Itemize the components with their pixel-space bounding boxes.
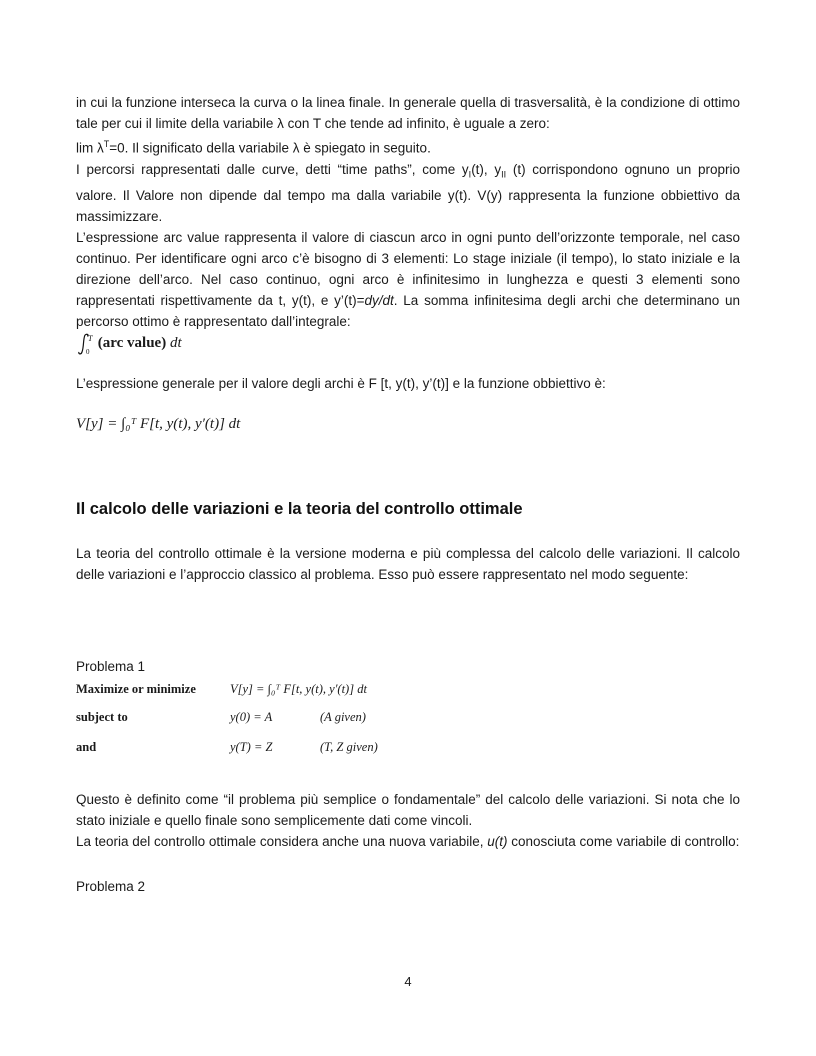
problem-row-formula: y(T) = Z bbox=[230, 740, 273, 755]
arc-value-label: (arc value) bbox=[97, 335, 167, 352]
cv-a: La teoria del controllo ottimale considera anche una nuova variabile, bbox=[76, 833, 488, 849]
problem-1-table bbox=[76, 677, 740, 763]
page-body bbox=[76, 92, 740, 897]
svg-text:T: T bbox=[88, 333, 93, 343]
problem-row-note: (T, Z given) bbox=[320, 740, 378, 755]
paragraph-fundamental-problem: Questo è definito come “il problema più semplice o fondamentale” del calcolo delle variazioni. Si nota che lo stato iniziale e quello finale sono semplicemente dati come vincoli. bbox=[76, 791, 740, 828]
lim-rest: =0. Il significato della variabile λ è spiegato in seguito. bbox=[109, 140, 431, 156]
problem-row-label: and bbox=[76, 740, 97, 755]
cv-b: conosciuta come variabile di controllo: bbox=[507, 833, 740, 849]
paragraph-arc-value bbox=[76, 227, 740, 332]
lim-text: lim λ bbox=[76, 140, 104, 156]
arc-value-dt: dt bbox=[169, 335, 182, 352]
problem-row-formula: y(0) = A bbox=[230, 710, 273, 725]
svg-text:0: 0 bbox=[86, 347, 90, 355]
arc-it: dy/dt bbox=[364, 293, 394, 309]
problem-2-label: Problema 2 bbox=[76, 878, 146, 894]
paragraph-lim bbox=[76, 134, 740, 159]
cv-it: u(t) bbox=[487, 833, 508, 849]
tp-a: I percorsi rappresentati dalle curve, detti “time paths”, come y bbox=[76, 161, 469, 177]
paragraph-general-expression: L’espressione generale per il valore degli archi è F [t, y(t), y’(t)] e la funzione obbiettivo è: bbox=[76, 375, 606, 391]
problem-row-label: subject to bbox=[76, 710, 128, 725]
arc-b: . La somma infinitesima degli archi che determinano un percorso ottimo è rappresentato dall’integrale: bbox=[76, 293, 740, 330]
problem-row bbox=[76, 733, 740, 763]
paragraph-control-theory: La teoria del controllo ottimale è la versione moderna e più complessa del calcolo delle variazioni. Il calcolo delle variazioni e l’approccio classico al problema. Esso può essere rappresentato nel modo seguente: bbox=[76, 545, 740, 582]
objective-formula: V[y] = ∫₀ᵀ F[t, y(t), y′(t)] dt bbox=[76, 415, 241, 432]
arc-a: L’espressione arc value rappresenta il valore di ciascun arco in ogni punto dell’orizzonte temporale, nel caso continuo. Per identificare ogni arco c’è bisogno di 3 elementi: Lo stage iniziale (il tempo), lo stato iniziale e la direzione dell’arco. Nel caso continuo, ogni arco è infinitesimo in lunghezza e questi 3 elementi sono rappresentati rispettivamente da t, y(t), e y’(t)= bbox=[76, 230, 740, 309]
paragraph-time-paths bbox=[76, 159, 740, 228]
paragraph-transversality: in cui la funzione interseca la curva o la linea finale. In generale quella di trasversalità, è la condizione di ottimo tale per cui il limite della variabile λ con T che tende ad infinito, è uguale a zero: bbox=[76, 95, 740, 131]
problem-row bbox=[76, 703, 740, 733]
problem-1-label: Problema 1 bbox=[76, 658, 146, 674]
paragraph-control-variable bbox=[76, 831, 740, 852]
tp-sub2: II bbox=[501, 169, 507, 180]
tp-sub1: I bbox=[468, 169, 472, 180]
section-heading: Il calcolo delle variazioni e la teoria del controllo ottimale bbox=[76, 499, 523, 518]
problem-row bbox=[76, 677, 740, 703]
lim-sup: T bbox=[103, 139, 110, 149]
problem-row-label: Maximize or minimize bbox=[76, 682, 196, 697]
integral-sign-icon bbox=[76, 333, 94, 355]
tp-b: (t), y bbox=[471, 161, 502, 177]
integral-arc-value bbox=[76, 332, 740, 355]
problem-row-note: (A given) bbox=[320, 710, 366, 725]
problem-row-formula: V[y] = ∫₀ᵀ F[t, y(t), y′(t)] dt bbox=[230, 682, 367, 697]
tp-c: (t) corrispondono ognuno un proprio valore. Il Valore non dipende dal tempo ma dalla variabile y(t). V(y) rappresenta la funzione obbiettivo da massimizzare. bbox=[76, 161, 741, 225]
page-number: 4 bbox=[404, 974, 412, 989]
